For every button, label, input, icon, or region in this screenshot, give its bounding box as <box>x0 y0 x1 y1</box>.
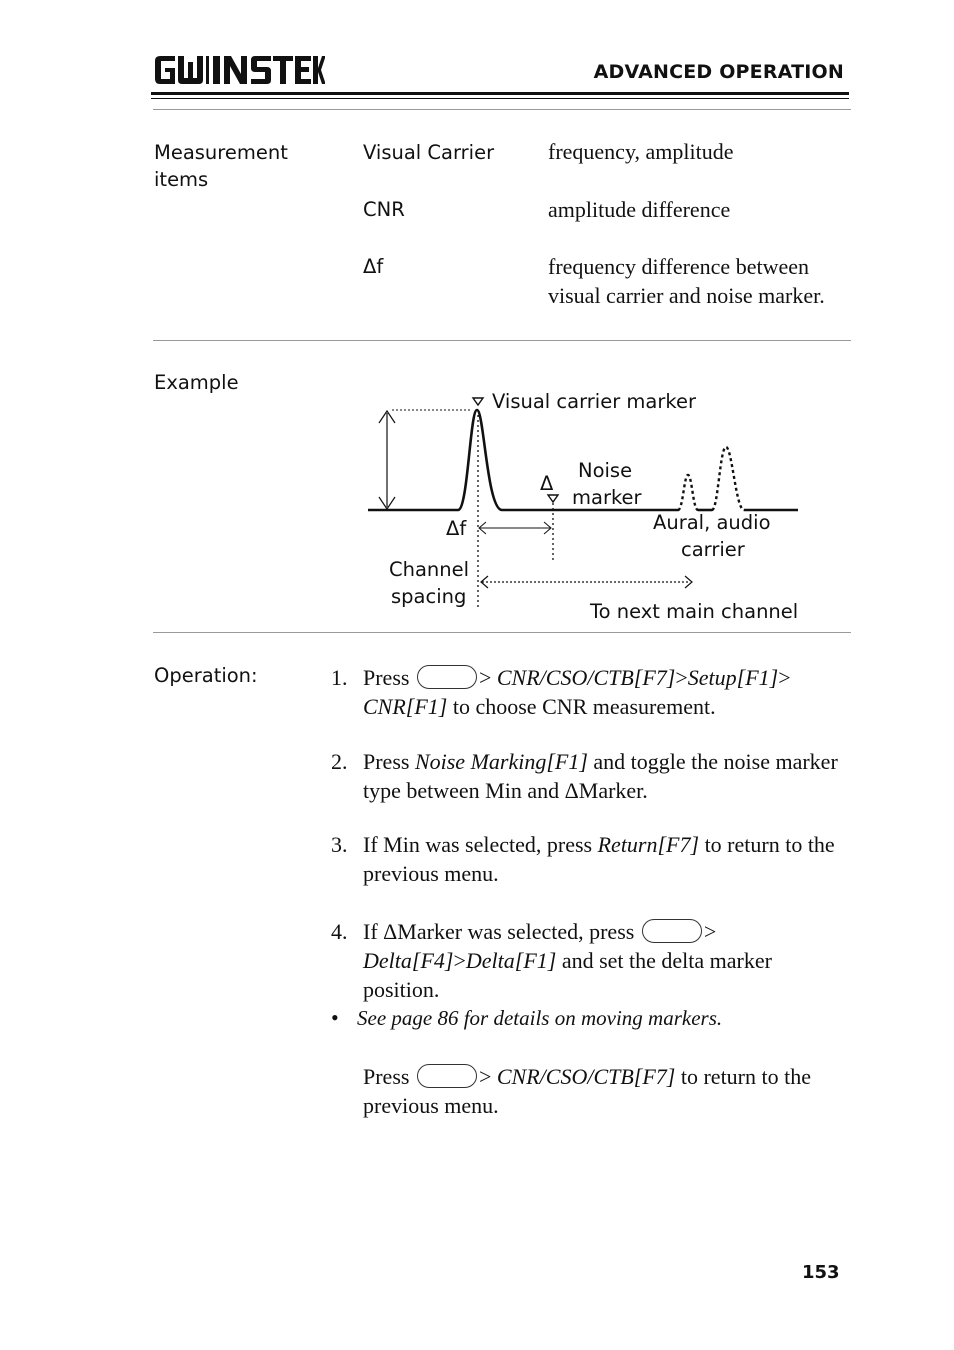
spectrum-trace <box>368 410 553 510</box>
step-text <box>363 917 848 1004</box>
channel-label-line2: spacing <box>391 585 467 608</box>
meas-key-button-2[interactable] <box>417 1064 477 1088</box>
operation-label: Operation: <box>154 664 258 687</box>
delta-f-label: Δf <box>446 517 467 540</box>
softkey-cnr: CNR[F1] <box>363 694 448 719</box>
softkey-return: Return[F7] <box>597 832 700 857</box>
brand-logo <box>153 52 325 88</box>
meas-key-button[interactable] <box>417 665 477 689</box>
noise-marker-icon <box>548 495 558 502</box>
softkey-noise-marking: Noise Marking[F1] <box>414 749 588 774</box>
aural-label-line1: Aural, audio <box>653 511 771 534</box>
softkey-setup: Setup[F1] <box>687 665 779 690</box>
final-step <box>363 1062 848 1120</box>
step-number: 4. <box>331 919 348 944</box>
item-desc-visual-carrier: frequency, amplitude <box>548 139 734 164</box>
visual-carrier-marker-icon <box>473 398 483 405</box>
example-label: Example <box>154 371 239 394</box>
softkey-cnr-cso-ctb: CNR/CSO/CTB[F7] <box>496 665 676 690</box>
visual-carrier-marker-label: Visual carrier marker <box>492 390 696 413</box>
aural-label-line2: carrier <box>681 538 745 561</box>
cnr-diagram <box>360 385 820 625</box>
divider <box>153 340 851 341</box>
step-text-part: > <box>478 665 497 690</box>
step-2 <box>331 747 841 807</box>
step-text-part: Press <box>363 1064 410 1089</box>
step-text-part: If Min was selected, press <box>363 832 598 857</box>
step-text-part: > <box>453 948 466 973</box>
step-text-part: to choose CNR measurement. <box>447 694 716 719</box>
step-text <box>363 830 848 888</box>
noise-label-line1: Noise <box>578 459 633 482</box>
marker-key-button[interactable] <box>642 919 702 943</box>
page-number: 153 <box>802 1262 840 1283</box>
aural-peak-1 <box>678 475 698 510</box>
softkey-delta-f1: Delta[F1] <box>465 948 557 973</box>
step-text-part: and toggle the noise marker type between Min and ΔMarker. <box>363 749 838 803</box>
softkey-delta-f4: Delta[F4] <box>363 948 454 973</box>
step-text <box>363 663 848 721</box>
aural-peak-2 <box>712 447 744 510</box>
divider <box>153 109 851 110</box>
step-text-part: Press <box>363 665 410 690</box>
measurement-items-label: Measurement items <box>154 141 288 191</box>
item-desc-cnr: amplitude difference <box>548 197 731 222</box>
section-title: ADVANCED OPERATION <box>593 61 844 83</box>
step-text-part: If ΔMarker was selected, press <box>363 919 635 944</box>
header-rule-thin <box>151 98 849 99</box>
step-text-part: > <box>703 919 717 944</box>
step-text-part: to return to the previous menu. <box>363 1064 811 1118</box>
delta-symbol: Δ <box>540 472 554 495</box>
step-text <box>363 747 848 805</box>
step-text-part: Press <box>363 749 415 774</box>
channel-label-line1: Channel <box>389 558 470 581</box>
item-desc-delta-f: frequency difference between visual carrier and noise marker. <box>548 254 825 308</box>
item-name-delta-f: Δf <box>363 255 384 278</box>
divider <box>153 632 851 633</box>
step-text-part: and set the delta marker position. <box>363 948 772 1002</box>
note-text: See page 86 for details on moving markers. <box>357 1006 723 1030</box>
step-text-part: > <box>675 665 688 690</box>
step-number: 2. <box>331 749 348 774</box>
item-name-visual-carrier: Visual Carrier <box>363 141 495 164</box>
item-name-cnr: CNR <box>363 198 405 221</box>
noise-label-line2: marker <box>572 486 642 509</box>
header-rule-thick <box>151 92 849 95</box>
step-number: 3. <box>331 832 348 857</box>
note-bullet: • <box>331 1005 339 1030</box>
step-text-part: to return to the previous menu. <box>363 832 835 886</box>
gw-instek-logo-icon <box>153 52 325 88</box>
step-number: 1. <box>331 665 348 690</box>
step-text-part: > <box>778 665 791 690</box>
next-channel-label: To next main channel <box>590 600 799 623</box>
step-3 <box>331 830 841 890</box>
softkey-cnr-cso-ctb: CNR/CSO/CTB[F7] <box>496 1064 676 1089</box>
step-4 <box>331 917 841 1007</box>
step-text-part: > <box>478 1064 497 1089</box>
step-1 <box>331 663 841 723</box>
